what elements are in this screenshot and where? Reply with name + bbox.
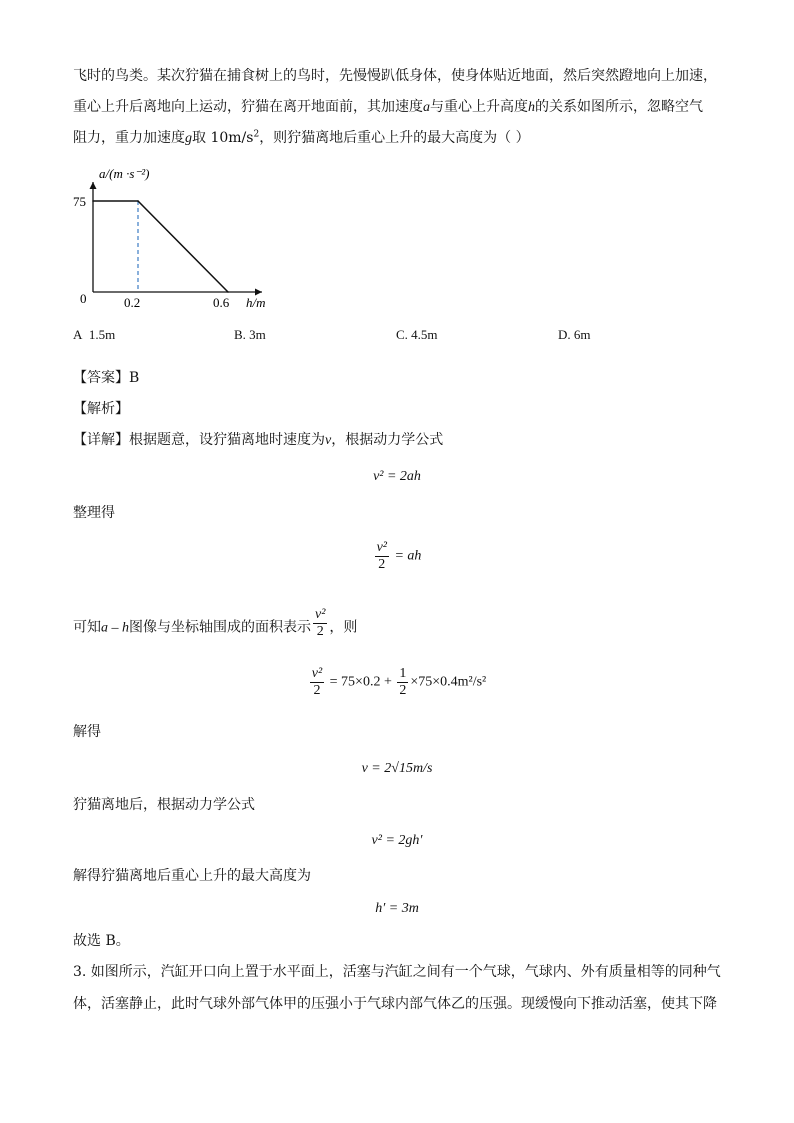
origin-label: 0	[80, 291, 87, 306]
question-line-2: 重心上升后离地向上运动，狞猫在离开地面前，其加速度a与重心上升高度h的关系如图所示，忽略空气	[73, 99, 703, 115]
x-tick-label-2: 0.6	[213, 295, 230, 310]
option-a[interactable]: A 1.5m	[73, 327, 116, 342]
x-tick-label-1: 0.2	[124, 295, 141, 310]
q3-line-2: 体，活塞静止，此时气球外部气体甲的压强小于气球内部气体乙的压强。现缓慢向下推动活塞，使其下降	[73, 996, 717, 1012]
a-h-series-line	[93, 201, 228, 292]
conclusion: 故选 B。	[73, 933, 130, 949]
data-point	[137, 200, 139, 202]
equation-5: v² = 2gh′	[371, 833, 423, 848]
answer: 【答案】B	[73, 370, 140, 386]
y-tick-label: 75	[73, 194, 86, 209]
max-height-text: 解得狞猫离地后重心上升的最大高度为	[73, 868, 311, 884]
question-line-1: 飞时的鸟类。某次狞猫在捕食树上的鸟时，先慢慢趴低身体，使身体贴近地面，然后突然蹬地向上加速，	[73, 68, 717, 84]
data-point	[92, 200, 94, 202]
after-leave-text: 狞猫离地后，根据动力学公式	[73, 797, 255, 813]
option-d[interactable]: D. 6m	[558, 327, 591, 342]
option-c[interactable]: C. 4.5m	[396, 327, 438, 342]
equation-4: v = 2√15m/s	[361, 761, 433, 776]
y-axis-arrow	[90, 182, 97, 189]
data-point	[227, 291, 229, 293]
question-line-3: 阻力，重力加速度g取 $10m/s^2$，则狞猫离地后重心上升的最大高度为（ ）	[73, 129, 530, 146]
option-b[interactable]: B. 3m	[234, 327, 266, 342]
solve-text-1: 解得	[73, 724, 101, 740]
y-axis-label: a/(m ·s⁻²)	[99, 166, 150, 181]
equation-6: h′ = 3m	[375, 901, 419, 916]
q3-line-1: 3. 如图所示，汽缸开口向上置于水平面上，活塞与汽缸之间有一个气球，气球内、外有质量相等的同种气	[73, 964, 721, 980]
analysis-heading: 【解析】	[73, 401, 129, 417]
a-h-chart	[72, 160, 282, 315]
equation-2: $\frac{\text{v²}}{2}$ = ah	[376, 540, 422, 572]
x-axis-label: h/m	[246, 295, 266, 310]
equation-1: v² = 2ah	[373, 469, 421, 484]
area-statement: 可知a – h图像与坐标轴围成的面积表示 $\frac{\text{v²}}{2}$ ，则	[73, 607, 358, 639]
detail-intro: 【详解】根据题意，设狞猫离地时速度为v，根据动力学公式	[73, 432, 444, 448]
organize-text: 整理得	[73, 505, 115, 521]
equation-3: $\frac{\text{v²}}{2}$ = 75×0.2 + $\frac{1}{2}$ ×75×0.4m²/s²	[311, 666, 487, 698]
